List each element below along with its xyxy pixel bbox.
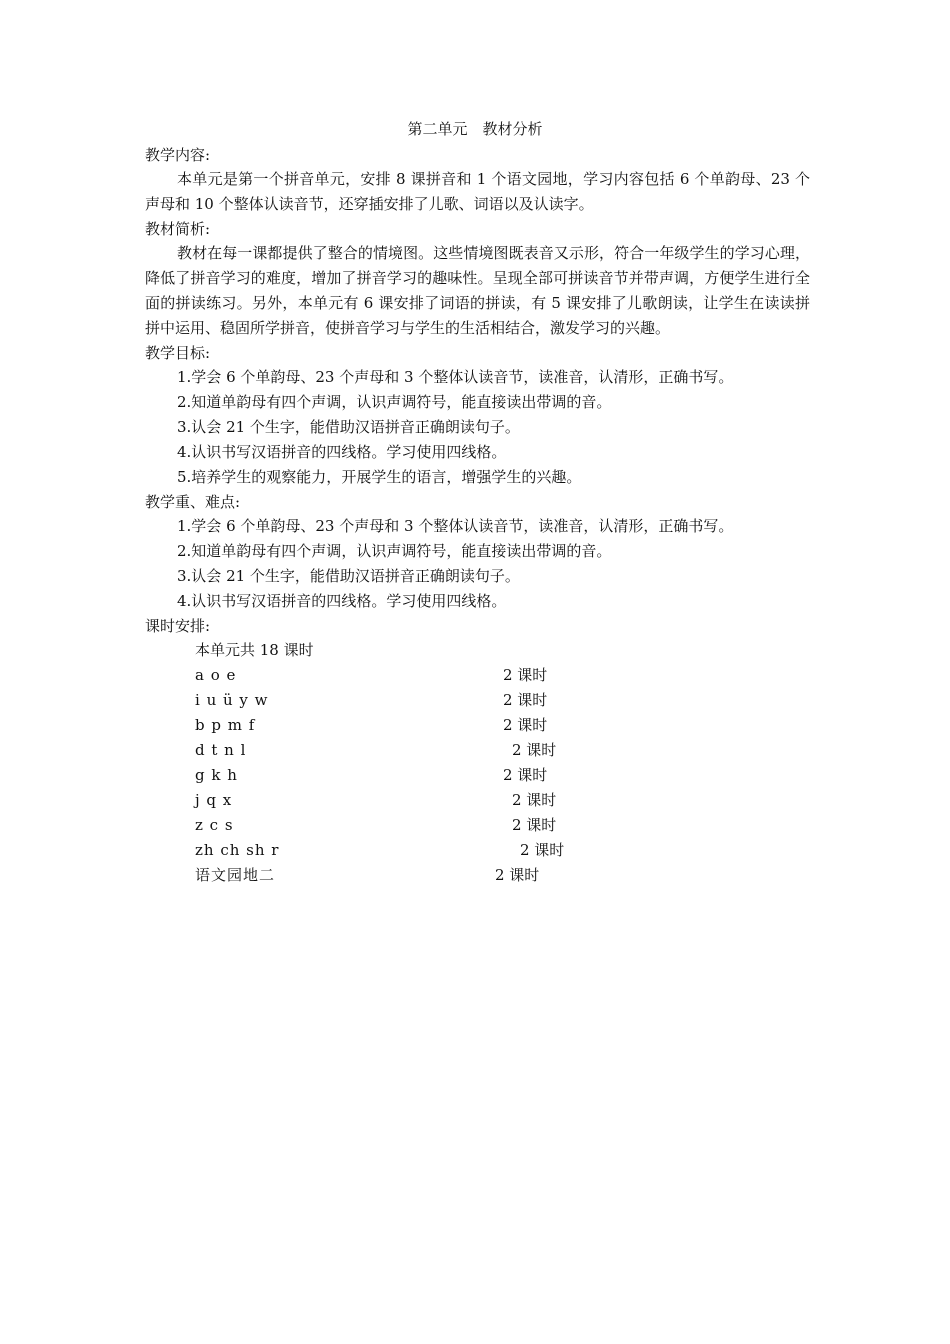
schedule-row (195, 763, 810, 788)
schedule-lesson: z c s (195, 816, 234, 834)
schedule-hours: 2 课时 (512, 816, 557, 834)
schedule-lesson: d t n l (195, 741, 247, 759)
schedule-lesson: 语文园地二 (195, 866, 276, 884)
key-points-list (145, 514, 810, 614)
analysis-paragraph: 教材在每一课都提供了整合的情境图。这些情境图既表音又示形，符合一年级学生的学习心理，降低了拼音学习的难度，增加了拼音学习的趣味性。呈现全部可拼读音节并带声调，方便学生进行全面的拼读练习。另外，本单元有 6 课安排了词语的拼读，有 5 课安排了儿歌朗读，让学生在读读拼拼中运用、稳固所学拼音，使拼音学习与学生的生活相结合，激发学习的兴趣。 (145, 244, 810, 337)
schedule-lesson: b p m f (195, 716, 256, 734)
schedule-hours: 2 课时 (512, 791, 557, 809)
schedule-lesson: a o e (195, 666, 237, 684)
section-heading-analysis: 教材简析: (145, 220, 211, 238)
schedule-row (195, 713, 810, 738)
content-paragraph: 本单元是第一个拼音单元，安排 8 课拼音和 1 个语文园地，学习内容包括 6 个单韵母、23 个声母和 10 个整体认读音节，还穿插安排了儿歌、词语以及认读字。 (145, 170, 810, 213)
schedule-row (195, 738, 810, 763)
schedule-hours: 2 课时 (503, 716, 548, 734)
schedule-lesson: zh ch sh r (195, 841, 280, 859)
document-body (145, 143, 810, 888)
schedule-hours: 2 课时 (495, 866, 540, 884)
key-point-item: 1.学会 6 个单韵母、23 个声母和 3 个整体认读音节，读准音，认清形，正确书写。 (177, 517, 734, 535)
document-title: 第二单元 教材分析 (407, 120, 543, 138)
schedule-row (195, 813, 810, 838)
schedule-hours: 2 课时 (512, 741, 557, 759)
section-heading-schedule: 课时安排: (145, 617, 211, 635)
schedule-lesson: i u ü y w (195, 691, 269, 709)
section-heading-key-points: 教学重、难点: (145, 493, 241, 511)
section-heading-goals: 教学目标: (145, 344, 211, 362)
key-point-item: 3.认会 21 个生字，能借助汉语拼音正确朗读句子。 (177, 567, 520, 585)
schedule-row (195, 688, 810, 713)
goal-item: 4.认识书写汉语拼音的四线格。学习使用四线格。 (177, 443, 507, 461)
goal-item: 3.认会 21 个生字，能借助汉语拼音正确朗读句子。 (177, 418, 520, 436)
schedule-hours: 2 课时 (520, 841, 565, 859)
schedule-hours: 2 课时 (503, 666, 548, 684)
key-point-item: 4.认识书写汉语拼音的四线格。学习使用四线格。 (177, 592, 507, 610)
goal-item: 5.培养学生的观察能力，开展学生的语言，增强学生的兴趣。 (177, 468, 582, 486)
goals-list (145, 365, 810, 490)
schedule-total: 本单元共 18 课时 (195, 641, 314, 659)
schedule-table (145, 638, 810, 888)
key-point-item: 2.知道单韵母有四个声调，认识声调符号，能直接读出带调的音。 (177, 542, 612, 560)
schedule-row (195, 863, 810, 888)
schedule-lesson: j q x (195, 791, 233, 809)
schedule-hours: 2 课时 (503, 691, 548, 709)
goal-item: 1.学会 6 个单韵母、23 个声母和 3 个整体认读音节，读准音，认清形，正确书写。 (177, 368, 734, 386)
schedule-row (195, 663, 810, 688)
schedule-row (195, 838, 810, 863)
schedule-lesson: g k h (195, 766, 238, 784)
section-heading-content: 教学内容: (145, 146, 211, 164)
goal-item: 2.知道单韵母有四个声调，认识声调符号，能直接读出带调的音。 (177, 393, 612, 411)
schedule-row (195, 788, 810, 813)
schedule-hours: 2 课时 (503, 766, 548, 784)
